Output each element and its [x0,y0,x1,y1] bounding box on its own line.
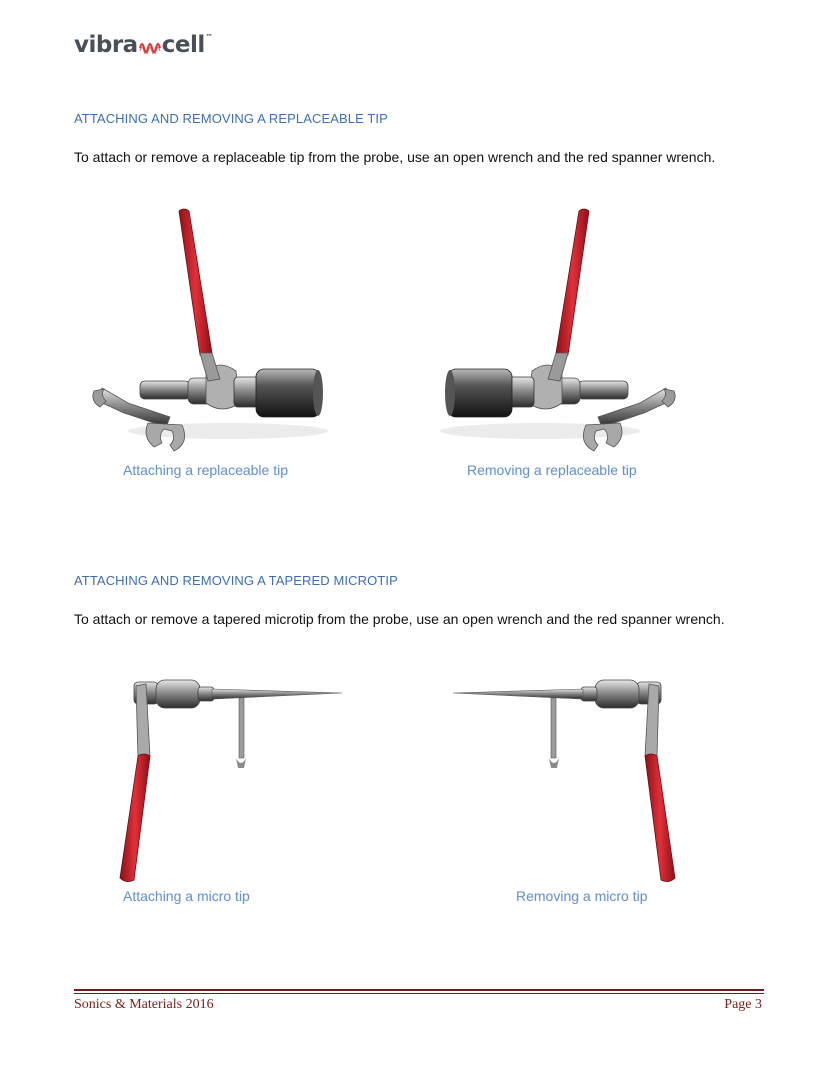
logo-trademark: ™ [205,33,213,41]
page-number: Page 3 [724,997,762,1012]
section1-text: To attach or remove a replaceable tip from the probe, use an open wrench and the red spanner wrench. [74,149,716,165]
microtip-remove-photo [443,672,683,887]
footer-rule-thin [74,993,764,994]
section2-text: To attach or remove a tapered microtip from the probe, use an open wrench and the red spanner wrench. [74,611,725,627]
logo-text-cell: cell [161,32,205,58]
footer-rule [74,989,764,991]
vibracell-logo [74,30,212,60]
caption-remove-micro: Removing a micro tip [516,888,648,904]
caption-attach-replaceable: Attaching a replaceable tip [123,462,288,478]
replaceable-tip-attach-photo [88,203,338,458]
section2-heading: ATTACHING AND REMOVING A TAPERED MICROTIP [74,573,398,588]
logo-wave-icon [139,36,161,54]
logo-text-vibra: vibra [74,32,138,58]
caption-remove-replaceable: Removing a replaceable tip [467,462,637,478]
section1-heading: ATTACHING AND REMOVING A REPLACEABLE TIP [74,111,388,126]
caption-attach-micro: Attaching a micro tip [123,888,250,904]
microtip-attach-photo [112,672,352,887]
footer-left-text: Sonics & Materials 2016 [74,997,214,1012]
replaceable-tip-remove-photo [430,203,680,458]
